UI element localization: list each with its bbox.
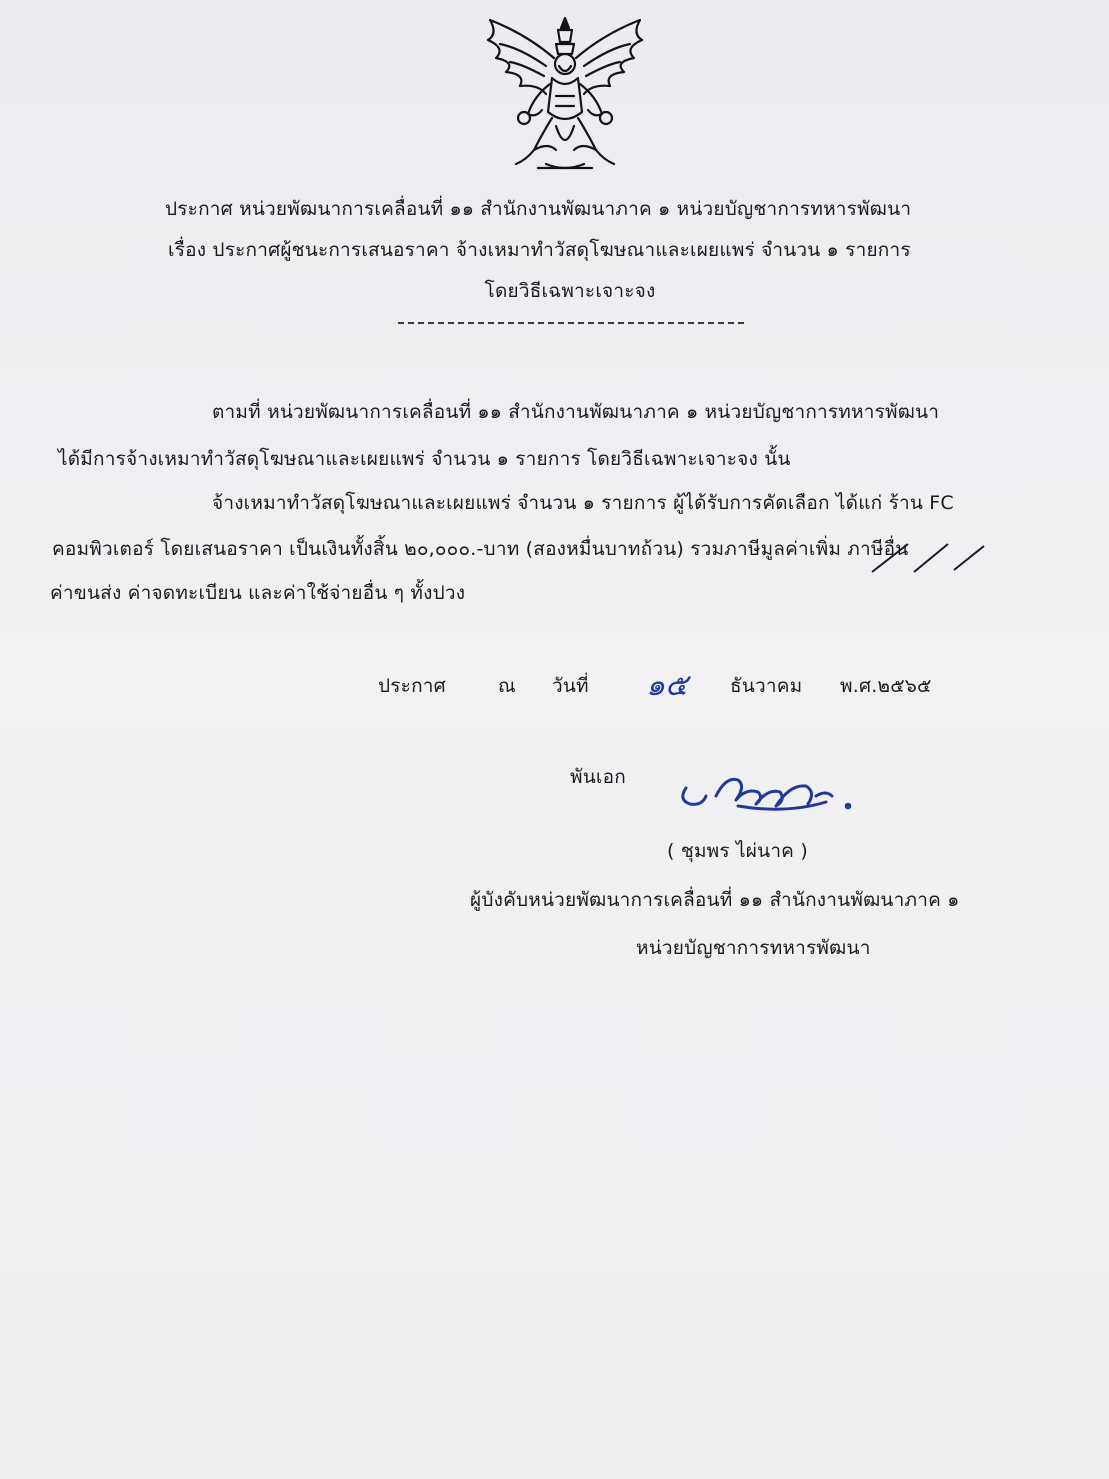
signer-position-line-1: ผู้บังคับหน่วยพัฒนาการเคลื่อนที่ ๑๑ สำนักงานพัฒนาภาค ๑ — [470, 889, 960, 911]
subject-line-cont: โดยวิธีเฉพาะเจาะจง — [484, 280, 656, 302]
paragraph-1-line-2: ได้มีการจ้างเหมาทำวัสดุโฆษณาและเผยแพร่ จำนวน ๑ รายการ โดยวิธีเฉพาะเจาะจง นั้น — [58, 448, 791, 470]
announcement-title: ประกาศ หน่วยพัฒนาการเคลื่อนที่ ๑๑ สำนักงานพัฒนาภาค ๑ หน่วยบัญชาการทหารพัฒนา — [165, 198, 912, 220]
date-announce-label: ประกาศ — [378, 675, 446, 697]
date-at-label: ณ — [498, 675, 516, 697]
divider-line — [398, 322, 744, 324]
signer-rank: พันเอก — [570, 766, 626, 788]
signer-position-line-2: หน่วยบัญชาการทหารพัฒนา — [636, 937, 871, 959]
paragraph-2-line-3: ค่าขนส่ง ค่าจดทะเบียน และค่าใช้จ่ายอื่น ๆ ทั้งปวง — [50, 582, 466, 604]
handwritten-signature — [676, 766, 866, 826]
pen-strike-mark — [868, 540, 990, 576]
handwritten-day: ๑๕ — [646, 668, 688, 703]
paragraph-1-line-1: ตามที่ หน่วยพัฒนาการเคลื่อนที่ ๑๑ สำนักงานพัฒนาภาค ๑ หน่วยบัญชาการทหารพัฒนา — [212, 401, 940, 423]
date-day-label: วันที่ — [552, 675, 589, 697]
date-month: ธันวาคม — [730, 675, 803, 697]
paragraph-2-line-2: คอมพิวเตอร์ โดยเสนอราคา เป็นเงินทั้งสิ้น ๒๐,๐๐๐.-บาท (สองหมื่นบาทถ้วน) รวมภาษีมูลค่าเพิ่ม ภาษีอื่น — [52, 538, 909, 560]
signer-name: ( ชุมพร ไผ่นาค ) — [667, 840, 808, 862]
subject-line: เรื่อง ประกาศผู้ชนะการเสนอราคา จ้างเหมาทำวัสดุโฆษณาและเผยแพร่ จำนวน ๑ รายการ — [168, 239, 911, 261]
paragraph-2-line-1: จ้างเหมาทำวัสดุโฆษณาและเผยแพร่ จำนวน ๑ รายการ ผู้ได้รับการคัดเลือก ได้แก่ ร้าน FC — [212, 492, 954, 514]
date-year: พ.ศ.๒๕๖๕ — [840, 675, 932, 697]
garuda-emblem-icon — [476, 14, 654, 172]
